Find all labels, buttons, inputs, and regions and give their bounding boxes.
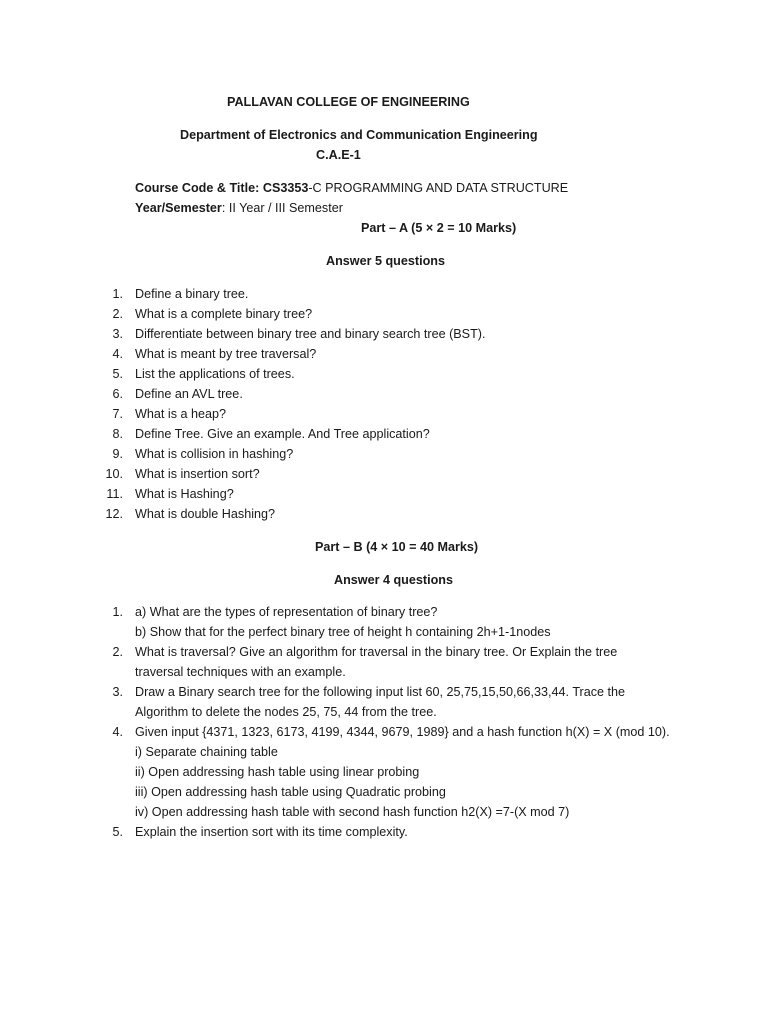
part-a-question-number: 7. [112,407,123,421]
part-b-question-line: What is traversal? Give an algorithm for traversal in the binary tree. Or Explain the tree [135,645,618,659]
part-a-question-text: What is a heap? [135,407,227,421]
part-a-instruction: Answer 5 questions [326,254,445,268]
part-b-question-line: Given input {4371, 1323, 6173, 4199, 4344, 9679, 1989} and a hash function h(X) = X (mod 10). [135,725,670,739]
part-a-question-number: 2. [112,307,123,321]
part-a-question-text: What is insertion sort? [135,467,260,481]
part-a-question-number: 12. [105,507,123,521]
part-a-question-number: 5. [112,367,123,381]
part-b-question-line: iii) Open addressing hash table using Quadratic probing [135,785,446,799]
part-a-question-text: Differentiate between binary tree and binary search tree (BST). [135,327,486,341]
exam-title: C.A.E-1 [316,148,361,162]
part-a-question-text: What is meant by tree traversal? [135,347,317,361]
part-b-question-number: 3. [112,685,123,699]
course-code-title-line: Course Code & Title: CS3353-C PROGRAMMING AND DATA STRUCTURE [135,181,569,195]
part-a-question-number: 10. [105,467,123,481]
part-a-question-text: List the applications of trees. [135,367,295,381]
part-a-question-number: 8. [112,427,123,441]
part-a-question-number: 6. [112,387,123,401]
part-a-question-text: What is double Hashing? [135,507,276,521]
part-a-question-text: What is a complete binary tree? [135,307,313,321]
part-a-heading: Part – A (5 × 2 = 10 Marks) [361,221,517,235]
part-a-question-number: 11. [106,487,123,501]
part-b-question-line: Explain the insertion sort with its time complexity. [135,825,408,839]
part-a-question-number: 3. [112,327,123,341]
year-semester-label: Year/Semester [135,201,222,215]
part-b-question-number: 4. [112,725,123,739]
year-semester-line [135,200,343,216]
part-b-question-line: i) Separate chaining table [135,745,278,759]
part-b-question-line: b) Show that for the perfect binary tree of height h containing 2h+1-1nodes [135,625,551,639]
year-semester-value: : II Year / III Semester [221,201,343,215]
part-b-heading: Part – B (4 × 10 = 40 Marks) [315,540,479,554]
part-a-question-number: 1. [112,287,123,301]
part-b-question-line: traversal techniques with an example. [135,665,346,679]
part-b-question-line: iv) Open addressing hash table with second hash function h2(X) =7-(X mod 7) [135,805,570,819]
part-a-question-text: Define an AVL tree. [135,387,243,401]
part-a-question-number: 4. [112,347,123,361]
part-a-question-text: Define a binary tree. [135,287,249,301]
part-a-question-text: Define Tree. Give an example. And Tree application? [135,427,430,441]
part-a-question-text: What is collision in hashing? [135,447,294,461]
part-a-question-number: 9. [112,447,123,461]
course-code: CS3353 [262,181,309,195]
college-name: PALLAVAN COLLEGE OF ENGINEERING [227,95,470,109]
part-b-question-line: Algorithm to delete the nodes 25, 75, 44 from the tree. [135,705,437,719]
part-b-question-line: ii) Open addressing hash table using linear probing [135,765,420,779]
part-a-question-text: What is Hashing? [135,487,234,501]
department-name: Department of Electronics and Communication Engineering [180,128,538,142]
part-b-question-number: 5. [112,825,123,839]
course-code-title-label: Course Code & Title [135,181,256,195]
part-b-question-line: Draw a Binary search tree for the following input list 60, 25,75,15,50,66,33,44. Trace the [135,685,626,699]
course-title: -C PROGRAMMING AND DATA STRUCTURE [308,181,569,195]
part-b-question-number: 1. [112,605,123,619]
part-b-instruction: Answer 4 questions [334,573,453,587]
part-b-question-line: a) What are the types of representation of binary tree? [135,605,438,619]
part-b-question-number: 2. [112,645,123,659]
